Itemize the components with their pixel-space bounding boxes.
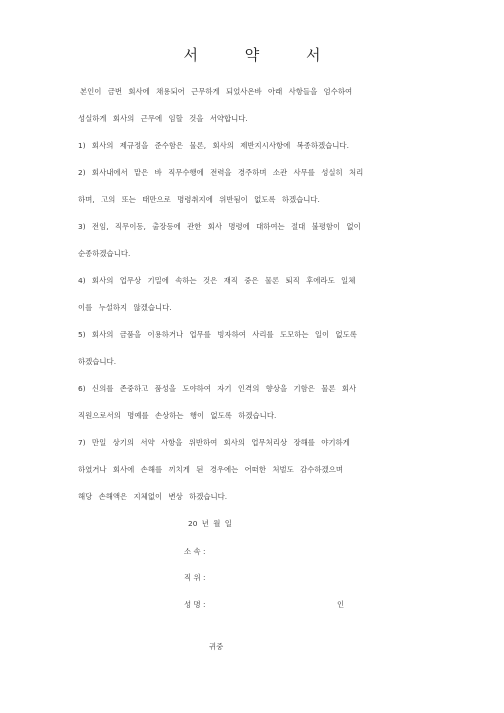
field-position-label: 직 위 : [184,573,206,582]
body-line: 하였거나 회사에 손해를 끼치게 된 경우에는 어떠한 처벌도 감수하겠으며 [78,465,343,474]
body-line: 4) 회사의 업무상 기밀에 속하는 것은 재직 중은 물론 퇴직 후에라도 일체 [78,276,356,285]
closing-addressee: 귀중 [209,642,224,651]
body-line: 3) 전임, 직무이동, 출장등에 관한 회사 명령에 대하여는 절대 불평함이 없이 [78,222,361,231]
body-line: 7) 만일 상기의 서약 사항을 위반하여 회사의 업무처리상 장해를 야기하게 [78,438,350,447]
body-line: 6) 신의를 존중하고 품성을 도야하여 자기 인격의 향상을 기함은 물론 회사 [78,384,357,393]
body-line: 하겠습니다. [78,357,117,366]
body-line: 2) 회사내에서 맡은 바 직무수행에 전력을 경주하며 소관 사무를 성실히 처리 [78,168,364,177]
body-line: 직원으로서의 명예를 손상하는 행이 없도록 하겠습니다. [78,411,277,420]
document-title: 서 약 서 [183,46,321,64]
body-line: 1) 회사의 제규정을 준수함은 물론, 회사의 제반지시사항에 복종하겠습니다. [78,141,349,150]
field-name-label: 성 명 : [184,600,206,609]
body-line: 5) 회사의 금품을 이용하거나 업무를 빙자하여 사리를 도모하는 일이 없도록 [78,330,357,339]
field-affiliation-label: 소 속 : [184,547,206,556]
body-line: 성실하게 회사의 근무에 임할 것을 서약합니다. [78,114,248,123]
body-line: 하며, 고의 또는 태만으로 명령취지에 위반됨이 없도록 하겠습니다. [78,195,320,204]
body-line: 순종하겠습니다. [78,249,131,258]
body-line: 해당 손해액은 지체없이 변상 하겠습니다. [78,492,228,501]
body-line: 본인이 금번 회사에 채용되어 근무하게 되었사온바 아래 사항들을 엄수하여 [80,87,353,96]
date-line: 20 년 월 일 [188,519,232,528]
seal-mark: 인 [337,600,345,609]
body-line: 이를 누설하지 않겠습니다. [78,303,172,312]
